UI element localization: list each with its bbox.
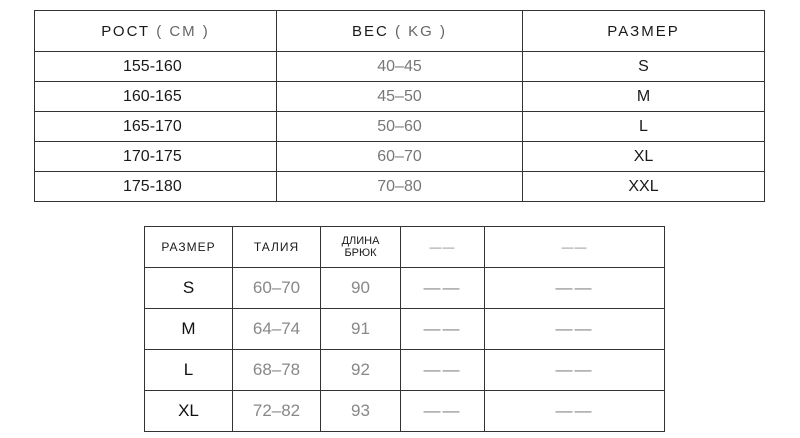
height-cell: 155-160 [35, 52, 277, 82]
table-row [145, 391, 665, 432]
weight-cell: 70–80 [277, 172, 523, 202]
size-cell: M [523, 82, 765, 112]
height-weight-size-table [34, 10, 765, 202]
weight-header-label: ВЕС [351, 22, 389, 40]
weight-cell: 50–60 [277, 112, 523, 142]
pants-length-cell: 90 [321, 268, 401, 309]
table-row [145, 350, 665, 391]
height-header-unit: ( СМ ) [156, 22, 210, 40]
weight-header-unit: ( KG ) [395, 22, 447, 40]
pants-length-cell: 92 [321, 350, 401, 391]
waist-cell: 68–78 [233, 350, 321, 391]
empty-header-4: —— [401, 227, 485, 268]
weight-cell: 40–45 [277, 52, 523, 82]
size-cell: XXL [523, 172, 765, 202]
table-row [145, 268, 665, 309]
waist-cell: 72–82 [233, 391, 321, 432]
table-row [35, 82, 765, 112]
table-row [35, 52, 765, 82]
table-row [35, 142, 765, 172]
height-cell: 160-165 [35, 82, 277, 112]
size-cell: M [145, 309, 233, 350]
size-cell: L [523, 112, 765, 142]
weight-cell: 60–70 [277, 142, 523, 172]
empty-cell-4: —— [401, 309, 485, 350]
size-cell: S [145, 268, 233, 309]
pants-length-cell: 91 [321, 309, 401, 350]
table-row [145, 309, 665, 350]
size-cell: L [145, 350, 233, 391]
size-header: РАЗМЕР [523, 11, 765, 52]
table-header-row [35, 11, 765, 52]
height-cell: 170-175 [35, 142, 277, 172]
empty-cell-4: —— [401, 268, 485, 309]
table-row [35, 112, 765, 142]
pants-length-header-line1: ДЛИНА [341, 235, 380, 247]
weight-cell: 45–50 [277, 82, 523, 112]
empty-cell-5: —— [485, 309, 665, 350]
height-header [35, 11, 277, 52]
size-cell: S [523, 52, 765, 82]
empty-cell-4: —— [401, 350, 485, 391]
size-header: РАЗМЕР [145, 227, 233, 268]
table-header-row [145, 227, 665, 268]
empty-cell-4: —— [401, 391, 485, 432]
empty-cell-5: —— [485, 391, 665, 432]
height-header-label: РОСТ [101, 22, 151, 40]
height-cell: 175-180 [35, 172, 277, 202]
pants-length-cell: 93 [321, 391, 401, 432]
height-cell: 165-170 [35, 112, 277, 142]
empty-header-5: —— [485, 227, 665, 268]
empty-cell-5: —— [485, 350, 665, 391]
pants-length-header-line2: БРЮК [344, 247, 377, 259]
waist-header: ТАЛИЯ [233, 227, 321, 268]
weight-header [277, 11, 523, 52]
table-row [35, 172, 765, 202]
size-measurements-table [144, 226, 665, 432]
size-cell: XL [145, 391, 233, 432]
pants-length-header [321, 227, 401, 268]
waist-cell: 60–70 [233, 268, 321, 309]
empty-cell-5: —— [485, 268, 665, 309]
size-cell: XL [523, 142, 765, 172]
waist-cell: 64–74 [233, 309, 321, 350]
